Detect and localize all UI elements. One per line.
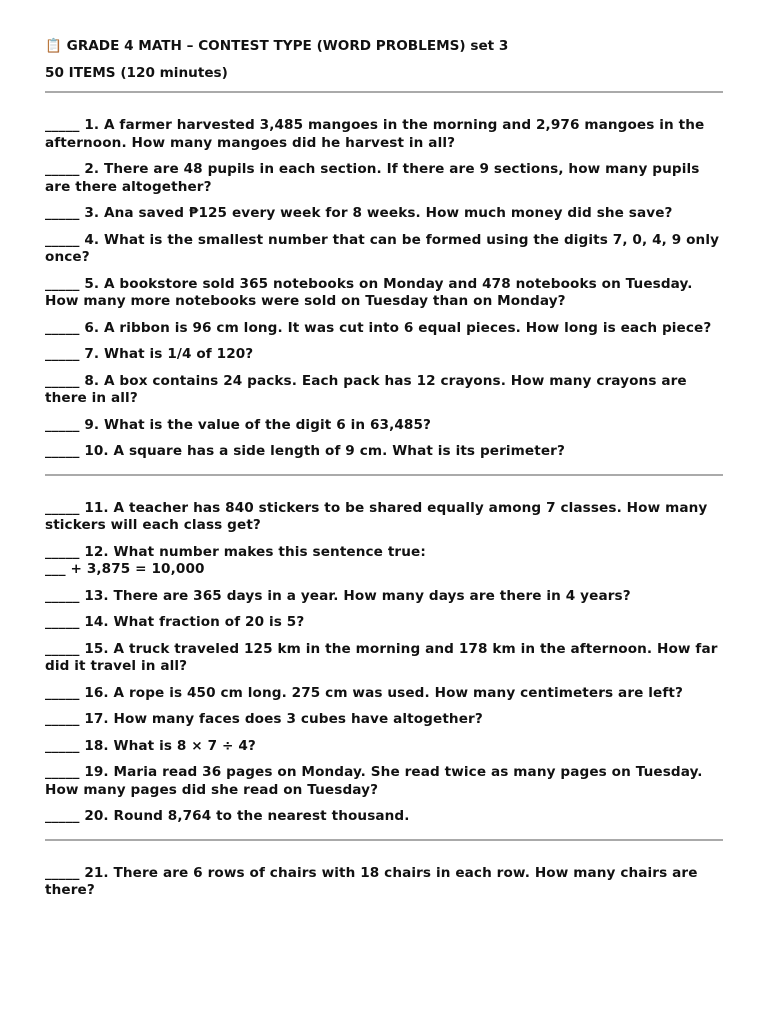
question-8: _____ 8. A box contains 24 packs. Each pack has 12 crayons. How many crayons are there in all? (45, 372, 687, 406)
question-20: _____ 20. Round 8,764 to the nearest thousand. (45, 808, 410, 824)
question-21: _____ 21. There are 6 rows of chairs with 18 chairs in each row. How many chairs are there? (45, 864, 698, 898)
worksheet-title: 📋 GRADE 4 MATH – CONTEST TYPE (WORD PROBLEMS) set 3 (45, 38, 509, 54)
question-4: _____ 4. What is the smallest number that can be formed using the digits 7, 0, 4, 9 only once? (45, 231, 720, 265)
worksheet-page (45, 37, 723, 913)
question-2: _____ 2. There are 48 pupils in each section. If there are 9 sections, how many pupils are there altogether? (45, 161, 700, 195)
question-13: _____ 13. There are 365 days in a year. How many days are there in 4 years? (45, 587, 631, 604)
section-items-1-10 (45, 93, 723, 474)
question-18: _____ 18. What is 8 × 7 ÷ 4? (45, 737, 256, 754)
question-1: _____ 1. A farmer harvested 3,485 mangoes in the morning and 2,976 mangoes in the afternoon. How many mangoes did he harvest in all? (45, 117, 705, 151)
question-7: _____ 7. What is 1/4 of 120? (45, 346, 254, 362)
question-3: _____ 3. Ana saved ₱125 every week for 8 weeks. How much money did she save? (45, 205, 673, 221)
question-5: _____ 5. A bookstore sold 365 notebooks on Monday and 478 notebooks on Tuesday. How many more notebooks were sold on Tuesday than on Monday? (45, 275, 693, 309)
question-17: _____ 17. How many faces does 3 cubes have altogether? (45, 711, 483, 727)
section-items-21 (45, 841, 723, 913)
question-10: _____ 10. A square has a side length of 9 cm. What is its perimeter? (45, 443, 565, 459)
question-12 (45, 544, 723, 579)
question-9: _____ 9. What is the value of the digit 6 in 63,485? (45, 416, 432, 433)
question-15: _____ 15. A truck traveled 125 km in the morning and 178 km in the afternoon. How far did it travel in all? (45, 640, 718, 674)
worksheet-subtitle: 50 ITEMS (120 minutes) (45, 65, 228, 81)
question-16: _____ 16. A rope is 450 cm long. 275 cm was used. How many centimeters are left? (45, 684, 683, 701)
question-6: _____ 6. A ribbon is 96 cm long. It was cut into 6 equal pieces. How long is each piece? (45, 319, 712, 336)
question-19: _____ 19. Maria read 36 pages on Monday. She read twice as many pages on Tuesday. How many pages did she read on Tuesday? (45, 764, 703, 798)
section-items-11-20 (45, 476, 723, 839)
question-14: _____ 14. What fraction of 20 is 5? (45, 614, 305, 630)
question-12-text: _____ 12. What number makes this sentence true: (45, 543, 426, 560)
question-12-equation: ___ + 3,875 = 10,000 (45, 561, 205, 577)
question-11: _____ 11. A teacher has 840 stickers to be shared equally among 7 classes. How many stickers will each class get? (45, 499, 708, 533)
